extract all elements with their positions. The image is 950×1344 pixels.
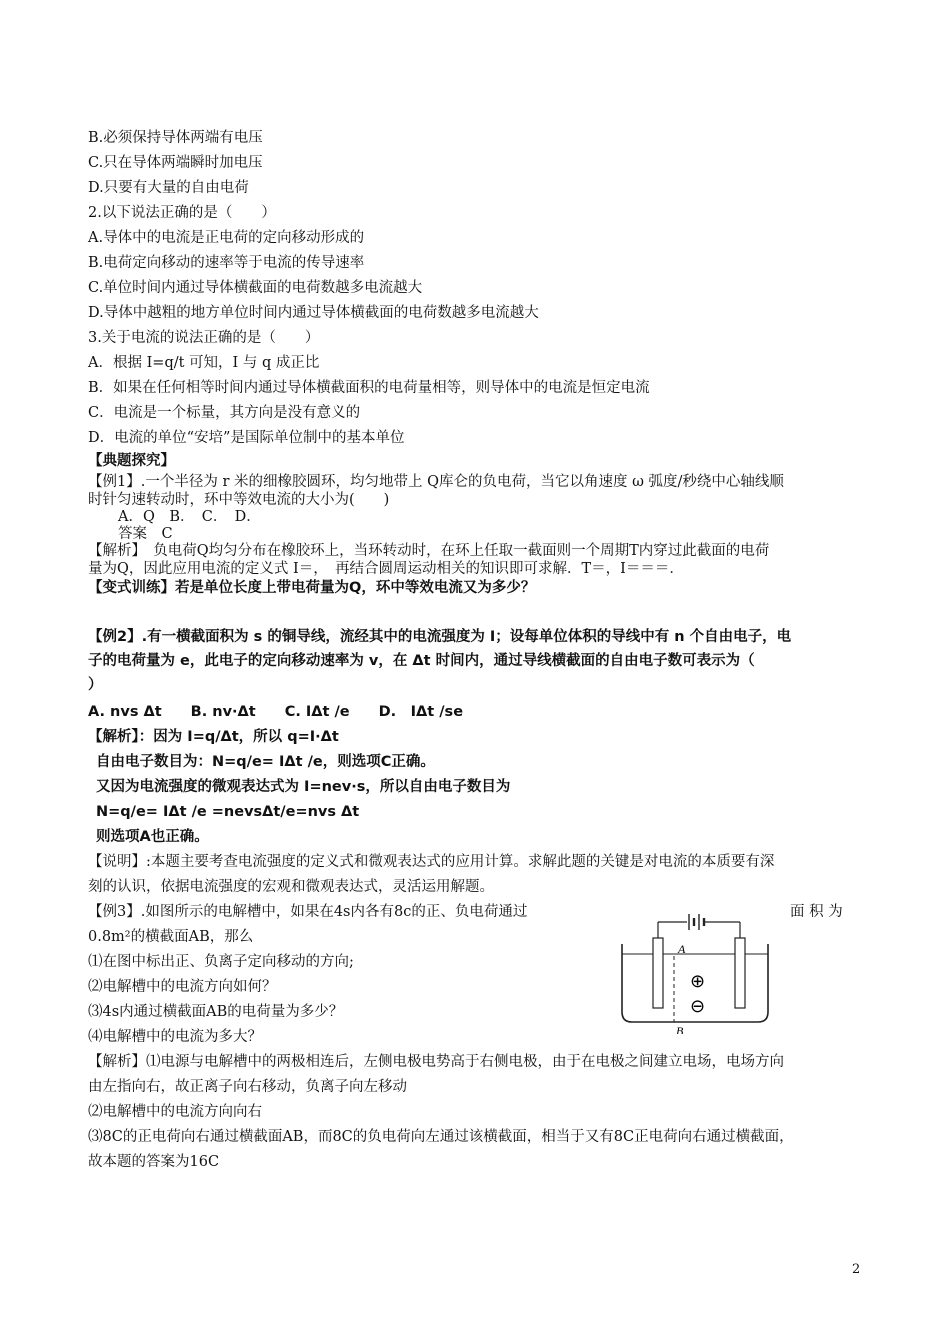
battery-icon	[689, 914, 704, 930]
example-3-line-1: 【例3】.如图所示的电解槽中，如果在4s内各有8c的正、负电荷通过	[88, 904, 528, 920]
label-a: A	[678, 942, 686, 956]
q2-option-b: B.电荷定向移动的速率等于电流的传导速率	[88, 255, 365, 271]
example-1-analysis-1: 【解析】 负电荷Q均匀分布在橡胶环上，当环转动时，在环上任取一截面则一个周期T内穿过此截面的电荷	[88, 543, 770, 559]
section-heading: 【典题探究】	[88, 453, 175, 469]
example-2-analysis-5: 则选项A也正确。	[96, 829, 209, 845]
example-1-analysis-2: 量为Q，因此应用电流的定义式 I＝， 再结合圆周运动相关的知识即可求解．T＝，I＝＝＝．	[88, 561, 684, 577]
example-2-options: A. nvs Δt B. nv·Δt C. IΔt /e D. IΔt /se	[88, 704, 464, 720]
example-1-options: A．Q B． C． D．	[118, 509, 261, 525]
label-b: B	[676, 1024, 684, 1034]
example-3-analysis-5: 故本题的答案为16C	[88, 1154, 220, 1170]
q3-option-a: A．根据 I=q/t 可知，I 与 q 成正比	[88, 355, 320, 371]
negative-ion-icon: ⊖	[690, 996, 706, 1017]
example-2-analysis-2: 自由电子数目为：N=q/e= IΔt /e，则选项C正确。	[96, 754, 435, 770]
q2-option-a: A.导体中的电流是正电荷的定向移动形成的	[88, 230, 365, 246]
example-3-analysis-4: ⑶8C的正电荷向右通过横截面AB，而8C的负电荷向左通过该横截面，相当于又有8C正电荷向右通过横截面，	[88, 1129, 794, 1145]
q2-option-d: D.导体中越粗的地方单位时间内通过导体横截面的电荷数越多电流越大	[88, 305, 539, 321]
electrolytic-cell-figure	[612, 904, 772, 1034]
example-1-line-2: 时针匀速转动时，环中等效电流的大小为( )	[88, 492, 390, 508]
right-electrode	[735, 938, 745, 1008]
option-c: C.只在导体两端瞬时加电压	[88, 155, 263, 171]
option-d: D.只要有大量的自由电荷	[88, 180, 249, 196]
example-2-analysis-3: 又因为电流强度的微观表达式为 I=nev·s，所以自由电子数目为	[96, 779, 511, 795]
example-3-q1: ⑴在图中标出正、负离子定向移动的方向;	[88, 954, 354, 970]
example-2-line-3: ）	[88, 677, 103, 693]
example-3-analysis-3: ⑵电解槽中的电流方向向右	[88, 1104, 262, 1120]
example-2-analysis-1: 【解析】：因为 I=q/Δt，所以 q=I·Δt	[88, 729, 339, 745]
example-3-q2: ⑵电解槽中的电流方向如何？	[88, 979, 277, 995]
variant-training: 【变式训练】若是单位长度上带电荷量为Q，环中等效电流又为多少？	[88, 580, 536, 596]
positive-ion-icon: ⊕	[690, 971, 706, 992]
question-2: 2.以下说法正确的是（ ）	[88, 205, 276, 221]
q3-option-d: D．电流的单位“安培”是国际单位制中的基本单位	[88, 430, 405, 446]
question-3: 3.关于电流的说法正确的是（ ）	[88, 330, 320, 346]
example-1-answer: 答案 C	[118, 526, 173, 542]
example-3-line-2: 0.8m²的横截面AB，那么	[88, 929, 254, 945]
example-3-analysis-2: 由左指向右，故正离子向右移动，负离子向左移动	[88, 1079, 407, 1095]
q2-option-c: C.单位时间内通过导体横截面的电荷数越多电流越大	[88, 280, 423, 296]
example-2-line-2: 子的电荷量为 e，此电子的定向移动速率为 v，在 Δt 时间内，通过导线横截面的自由电子数可表示为（	[88, 653, 755, 669]
example-3-q4: ⑷电解槽中的电流为多大？	[88, 1029, 262, 1045]
note-line-2: 刻的认识，依据电流强度的宏观和微观表达式，灵活运用解题。	[88, 879, 494, 895]
example-3-analysis-1: 【解析】⑴电源与电解槽中的两极相连后，左侧电极电势高于右侧电极，由于在电极之间建立电场，电场方向	[88, 1054, 784, 1070]
q3-option-c: C．电流是一个标量，其方向是没有意义的	[88, 405, 361, 421]
example-3-line-1-right: 面 积 为	[790, 904, 843, 920]
example-2-analysis-4: N=q/e= IΔt /e =nevsΔt/e=nvs Δt	[96, 804, 360, 820]
left-electrode	[653, 938, 663, 1008]
option-b: B.必须保持导体两端有电压	[88, 130, 263, 146]
note-line-1: 【说明】:本题主要考查电流强度的定义式和微观表达式的应用计算。求解此题的关键是对电流的本质要有深	[88, 854, 775, 870]
example-3-q3: ⑶4s内通过横截面AB的电荷量为多少？	[88, 1004, 344, 1020]
example-2-line-1: 【例2】.有一横截面积为 s 的铜导线，流经其中的电流强度为 I；设每单位体积的导线中有 n 个自由电子，电	[88, 629, 792, 645]
q3-option-b: B．如果在任何相等时间内通过导体横截面积的电荷量相等，则导体中的电流是恒定电流	[88, 380, 650, 396]
example-1-line-1: 【例1】.一个半径为 r 米的细橡胶圆环，均匀地带上 Q库仑的负电荷，当它以角速度 ω 弧度/秒绕中心轴线顺	[88, 474, 784, 490]
page-number: 2	[852, 1262, 861, 1277]
